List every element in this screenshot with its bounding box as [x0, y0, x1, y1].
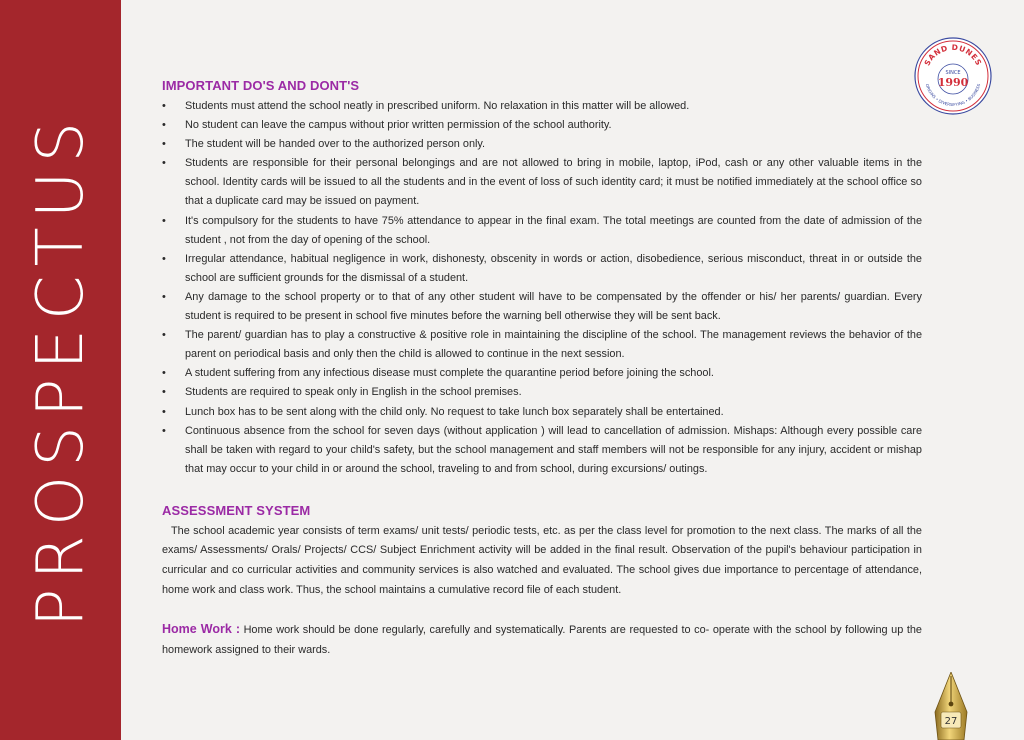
- assessment-body: The school academic year consists of term exams/ unit tests/ periodic tests, etc. as per the class level for promotion to the next class. The marks of all the exams/ Assessments/ Orals/ Projects/ CCS/ Subject Enrichment activity will be added in the final result. Observation of the pupil's behaviour participation in curricular and co curricular activities and community services is also watched and evaluated. The school gives due importance to percentage of attendance, home work and class work. Thus, the school maintains a cumulative record file of each student.: [162, 524, 922, 596]
- page-number: 27: [944, 716, 958, 727]
- dos-donts-heading: IMPORTANT DO'S AND DONT'S: [162, 78, 360, 93]
- assessment-heading: ASSESSMENT SYSTEM: [162, 502, 311, 518]
- rule-item: • The parent/ guardian has to play a constructive & positive role in maintaining the discipline of the school. The management reviews the behavior of the parent on periodical basis and only then the child is allowed to continue in the next session.: [162, 326, 922, 364]
- rule-item: • Students are responsible for their personal belongings and are not allowed to bring in mobile, laptop, iPod, cash or any other valuable items in the school. Identity cards will be issued to all the students and in the event of loss of such identity card; it must be notified immediately at the school office so that a duplicate card may be issued on payment.: [162, 154, 922, 211]
- school-logo: [913, 36, 993, 116]
- sidebar-title: PROSPECTUS: [23, 112, 98, 628]
- homework-label: Home Work :: [162, 622, 240, 637]
- rule-item: • A student suffering from any infectious disease must complete the quarantine period before joining the school.: [162, 364, 922, 383]
- rule-item: • Lunch box has to be sent along with the child only. No request to take lunch box separately shall be entertained.: [162, 403, 922, 422]
- homework-paragraph: [162, 620, 922, 660]
- logo-since: SINCE: [945, 70, 961, 76]
- assessment-section: [162, 503, 922, 600]
- rule-item: • No student can leave the campus without prior written permission of the school authority.: [162, 116, 922, 135]
- rule-item: • Continuous absence from the school for seven days (without application ) will lead to cancellation of admission. Mishaps: Although every possible care shall be taken with regard to your child's safety, but the school management and staff members will not be responsible for any injury, accident or mishap that may occur to your child in or around the school, traveling to and from school, during excursions/ outings.: [162, 422, 922, 479]
- rule-item: • The student will be handed over to the authorized person only.: [162, 135, 922, 154]
- sidebar: [0, 0, 121, 740]
- rule-item: • Students must attend the school neatly in prescribed uniform. No relaxation in this matter will be allowed.: [162, 97, 922, 116]
- rule-item: • Students are required to speak only in English in the school premises.: [162, 383, 922, 402]
- logo-year: 1990: [937, 76, 969, 89]
- rule-item: • Any damage to the school property or to that of any other student will have to be compensated by the offender or his/ her parents/ guardian. Every student is required to be present in school five minutes before the warning bell otherwise they will be sent back.: [162, 288, 922, 326]
- homework-body: Home work should be done regularly, carefully and systematically. Parents are requested to co- operate with the school by following up the homework assigned to their wards.: [162, 624, 922, 656]
- logo-tagline: ORIGINS • DIVERSIFYING • BUSINESS: [924, 83, 982, 108]
- rule-item: • It's compulsory for the students to have 75% attendance to appear in the final exam. The total meetings are counted from the date of admission of the student , not from the day of opening of the school.: [162, 212, 922, 250]
- rule-item: • Irregular attendance, habitual negligence in work, dishonesty, obscenity in words or action, disobedience, serious misconduct, threat in or outside the school are sufficient grounds for the dismissal of a student.: [162, 250, 922, 288]
- content: [162, 78, 922, 660]
- pen-nib-icon: [934, 672, 968, 740]
- rules-list: [162, 97, 922, 479]
- logo-name: SAND DUNES: [922, 42, 984, 68]
